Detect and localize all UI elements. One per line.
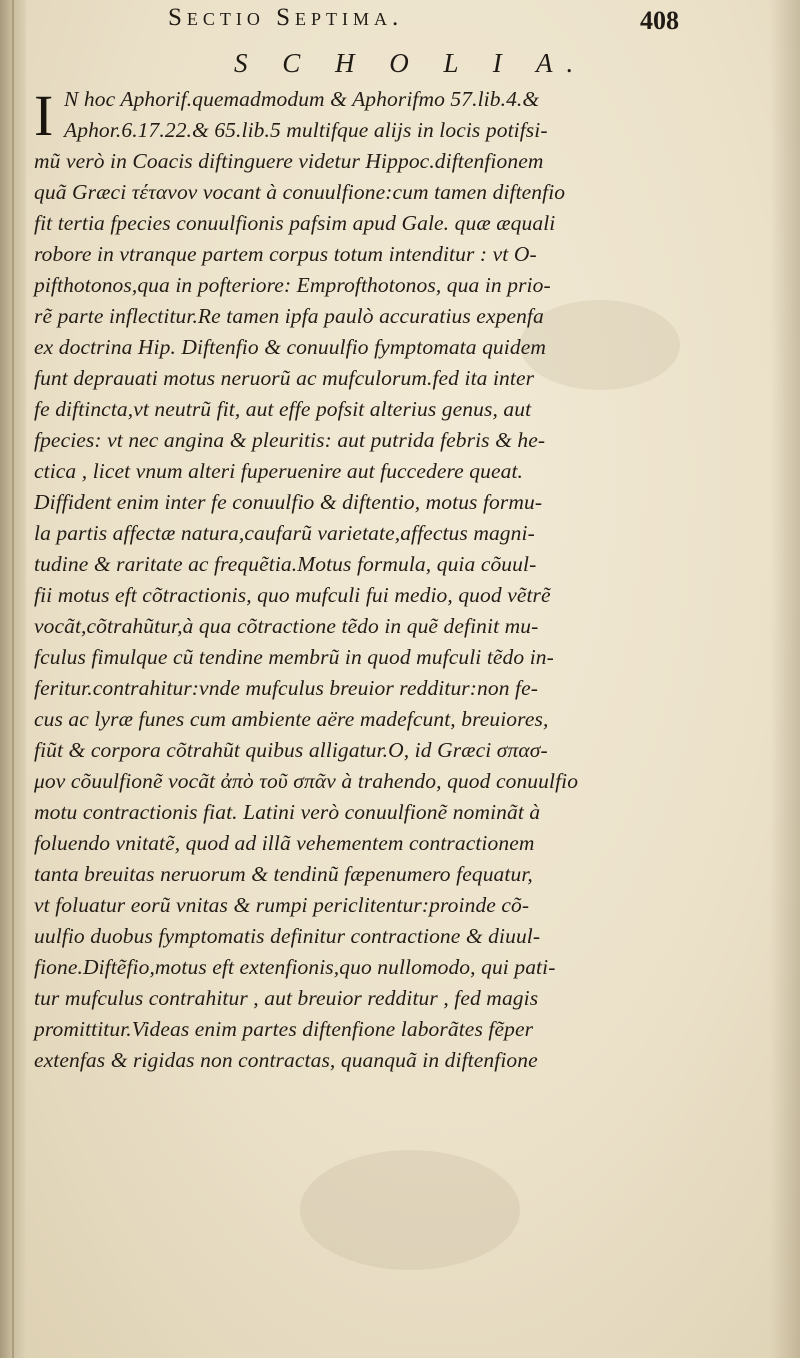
text-line: funt deprauati motus neruorũ ac mufculorum.fed ita inter (34, 366, 535, 390)
text-line: μον cõuulfionẽ vocãt ἀπὸ τοῦ σπᾶν à trahendo, quod conuulfio (34, 769, 579, 793)
text-line: fii motus eft cõtractionis, quo mufculi fui medio, quod vẽtrẽ (34, 583, 551, 607)
text-line: mũ verò in Coacis diftinguere videtur Hippoc.diftenfionem (34, 149, 544, 173)
text-line: N hoc Aphorif.quemadmodum & Aphorifmo 57.lib.4.& (64, 87, 540, 111)
running-head (0, 2, 800, 42)
page-edge-shadow (770, 0, 800, 1358)
text-line: motu contractionis fiat. Latini verò conuulfionẽ nominãt à (34, 800, 541, 824)
text-line: quã Græci τέτανον vocant à conuulfione:cum tamen diftenfio (34, 180, 566, 204)
text-line: robore in vtranque partem corpus totum intenditur : vt O- (34, 242, 537, 266)
paper-stain (300, 1150, 520, 1270)
text-line: fione.Diftẽfio,motus eft extenfionis,quo nullomodo, qui pati- (34, 955, 556, 979)
text-line: Aphor.6.17.22.& 65.lib.5 multifque aliјs in locis potifsi- (64, 118, 548, 142)
text-line: uulfio duobus fymptomatis definitur contractione & diuul- (34, 924, 541, 948)
text-line: fpecies: vt nec angina & pleuritis: aut putrida febris & he- (34, 428, 546, 452)
text-line: ctica , licet vnum alteri fuperuenire aut fuccedere queat. (34, 459, 523, 483)
binding-line (12, 0, 14, 1358)
text-line: Diffident enim inter fe conuulfio & diftentio, motus formu- (34, 490, 543, 514)
scholia-heading: S C H O L I A. (234, 48, 588, 78)
text-line: rẽ parte inflectitur.Re tamen ipfa paulò accuratius expenfa (34, 304, 544, 328)
text-line: pifthotonos,qua in pofteriore: Emprofthotonos, qua in prio- (34, 273, 551, 297)
text-line: cus ac lyræ funes cum ambiente aëre madefcunt, breuiores, (34, 707, 549, 731)
text-line: fculus fimulque cũ tendine membrũ in quod mufculi tẽdo in- (34, 645, 554, 669)
text-line: tudine & raritate ac frequẽtia.Motus formula, quia cõuul- (34, 552, 537, 576)
text-line: la partis affectæ natura,caufarũ varietate,affectus magni- (34, 521, 535, 545)
text-line: foluendo vnitatẽ, quod ad illã vehementem contractionem (34, 831, 535, 855)
text-line: extenfas & rigidas non contractas, quanquã in diftenfione (34, 1048, 538, 1072)
text-line: tanta breuitas neruorum & tendinũ fæpenumero fequatur, (34, 862, 533, 886)
text-line: vt foluatur eorũ vnitas & rumpi periclitentur:proinde cõ- (34, 893, 530, 917)
page-number: 408 (640, 6, 679, 35)
section-title: Sectio Septima. (168, 4, 404, 31)
text-line: vocãt,cõtrahũtur,à qua cõtractione tẽdo in quẽ definit mu- (34, 614, 539, 638)
text-line: ex doctrina Hip. Diftenfio & conuulfio fymptomata quidem (34, 335, 546, 359)
text-line: fit tertia fpecies conuulfionis pafsim apud Gale. quæ æquali (34, 211, 556, 235)
drop-cap-initial: I (34, 83, 54, 148)
text-line: fe diftincta,vt neutrũ fit, aut effe pofsit alterius genus, aut (34, 397, 532, 421)
text-line: feritur.contrahitur:vnde mufculus breuior redditur:non fe- (34, 676, 539, 700)
text-line: fiũt & corpora cõtrahũt quibus alligatur.O, id Græci σπασ- (34, 738, 548, 762)
text-line: promittitur.Videas enim partes diftenfione laborãtes fẽper (34, 1017, 534, 1041)
text-line: tur mufculus contrahitur , aut breuior redditur , fed magis (34, 986, 539, 1010)
